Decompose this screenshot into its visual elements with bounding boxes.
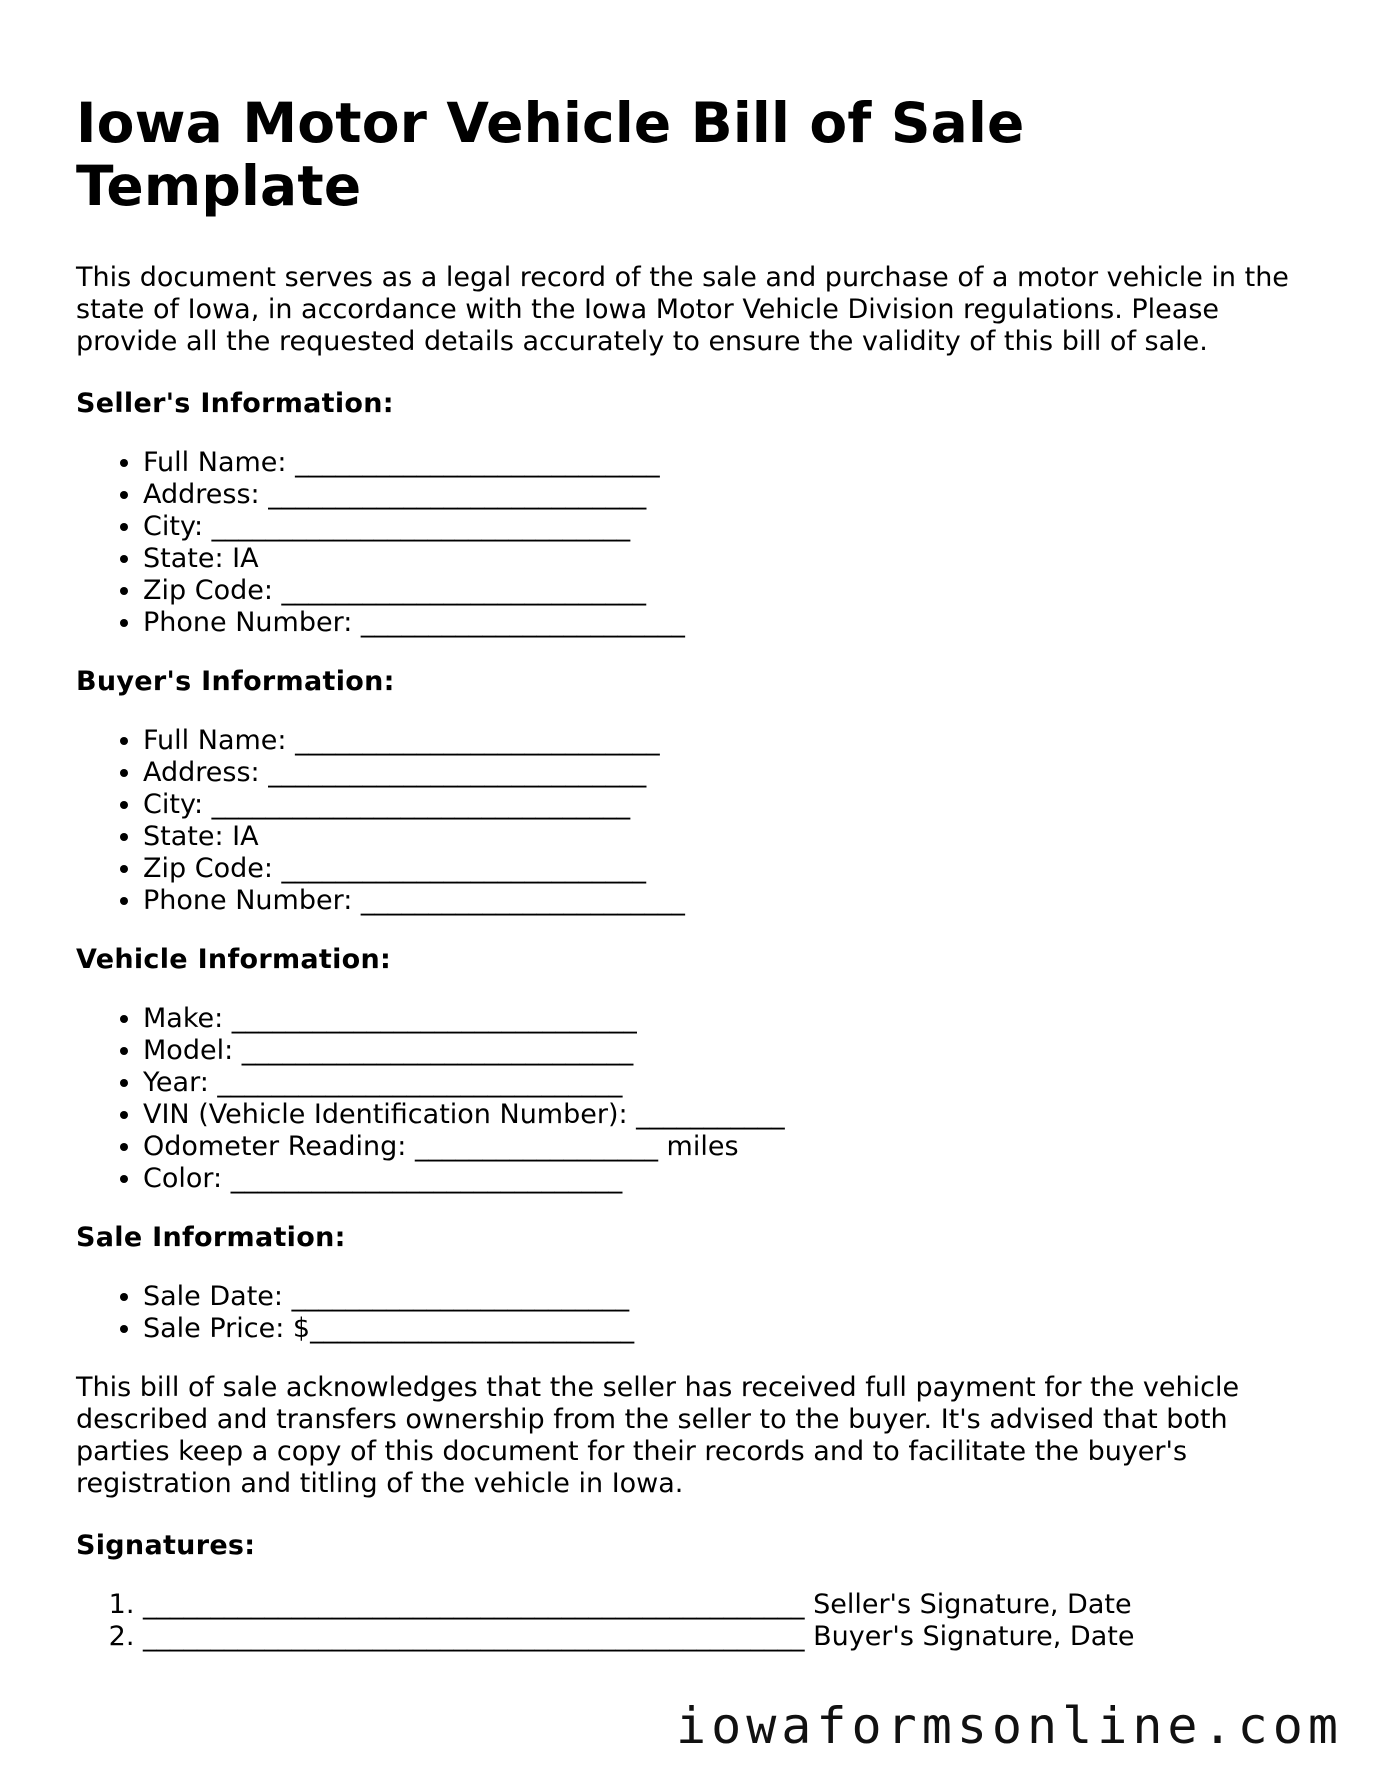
vehicle-vin-field: • VIN (Vehicle Identification Number): ___________ bbox=[143, 1099, 1316, 1131]
vehicle-model-field: • Model: _____________________________ bbox=[143, 1035, 1316, 1067]
buyer-full-name-field: • Full Name: ___________________________ bbox=[143, 725, 1316, 757]
buyer-zip-field: • Zip Code: ___________________________ bbox=[143, 853, 1316, 885]
vehicle-color-field: • Color: _____________________________ bbox=[143, 1163, 1316, 1195]
seller-full-name-field: • Full Name: ___________________________ bbox=[143, 447, 1316, 479]
sale-date-field: • Sale Date: _________________________ bbox=[143, 1281, 1316, 1313]
acknowledgement-paragraph: This bill of sale acknowledges that the seller has received full payment for the vehicle described and transfers ownership from the seller to the buyer. It's advised that both parties keep a copy of this document for their records and to facilitate the buyer's registration and titling of the vehicle in Iowa. bbox=[76, 1372, 1240, 1499]
buyer-state-field: • State: IA bbox=[143, 821, 1316, 853]
vehicle-make-field: • Make: ______________________________ bbox=[143, 1003, 1316, 1035]
intro-paragraph: This document serves as a legal record of the sale and purchase of a motor vehicle in the state of Iowa, in accordance with the Iowa Motor Vehicle Division regulations. Please provide all the requested details accurately to ensure the validity of this bill of sale. bbox=[76, 262, 1289, 357]
document-page bbox=[76, 92, 1316, 1680]
signatures-list bbox=[76, 1589, 1316, 1653]
document-title: Iowa Motor Vehicle Bill of Sale Template bbox=[76, 91, 1025, 218]
vehicle-odometer-field: • Odometer Reading: __________________ miles bbox=[143, 1131, 1316, 1163]
buyer-fields-list bbox=[76, 725, 1316, 917]
seller-state-field: • State: IA bbox=[143, 543, 1316, 575]
vehicle-heading: Vehicle Information: bbox=[76, 944, 392, 975]
vehicle-fields-list bbox=[76, 1003, 1316, 1195]
seller-city-field: • City: _______________________________ bbox=[143, 511, 1316, 543]
buyer-heading: Buyer's Information: bbox=[76, 666, 395, 697]
sale-price-field: • Sale Price: $________________________ bbox=[143, 1313, 1316, 1345]
buyer-city-field: • City: _______________________________ bbox=[143, 789, 1316, 821]
buyer-phone-field: • Phone Number: ________________________ bbox=[143, 885, 1316, 917]
buyer-address-field: • Address: ____________________________ bbox=[143, 757, 1316, 789]
site-watermark: iowaformsonline.com bbox=[676, 1697, 1343, 1755]
seller-fields-list bbox=[76, 447, 1316, 639]
buyer-signature-line: 2. _________________________________________________ Buyer's Signature, Date bbox=[143, 1621, 1316, 1653]
vehicle-year-field: • Year: ______________________________ bbox=[143, 1067, 1316, 1099]
seller-address-field: • Address: ____________________________ bbox=[143, 479, 1316, 511]
seller-zip-field: • Zip Code: ___________________________ bbox=[143, 575, 1316, 607]
signatures-heading: Signatures: bbox=[76, 1530, 256, 1561]
seller-phone-field: • Phone Number: ________________________ bbox=[143, 607, 1316, 639]
sale-fields-list bbox=[76, 1281, 1316, 1345]
seller-signature-line: 1. _________________________________________________ Seller's Signature, Date bbox=[143, 1589, 1316, 1621]
sale-heading: Sale Information: bbox=[76, 1222, 346, 1253]
seller-heading: Seller's Information: bbox=[76, 388, 394, 419]
